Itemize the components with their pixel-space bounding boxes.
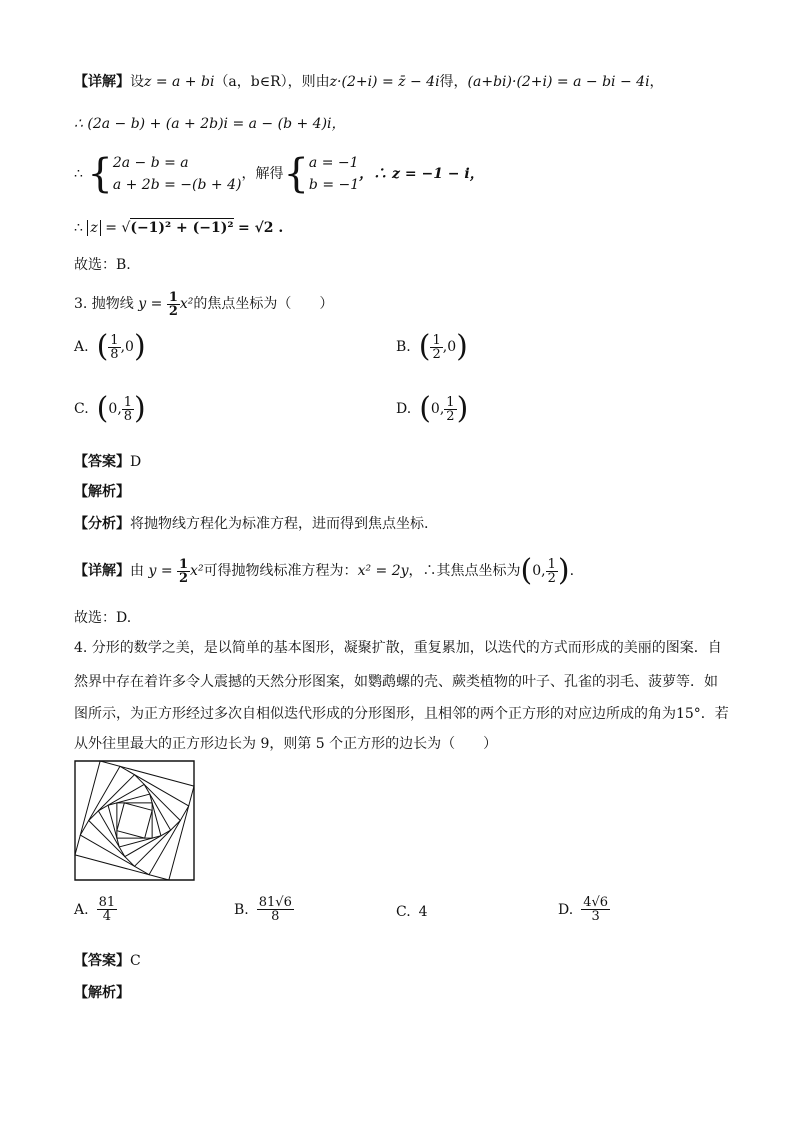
- q2-text: ，解得: [241, 166, 284, 182]
- q4-option-c: C. 4: [396, 904, 428, 920]
- q3-analysis-label: 【解析】: [74, 484, 130, 500]
- therefore-symbol: ∴: [74, 220, 83, 236]
- q4-option-a: A. $\frac{81}{4}$: [74, 895, 116, 924]
- q3-option-d: D. (0, $\frac{1}{2}$ ): [396, 391, 469, 426]
- fractal-squares-figure: [74, 760, 195, 881]
- q2-eq: ∴ (2a − b) + (a + 2b)i = a − (b + 4)i，: [74, 116, 346, 132]
- square-6: [108, 794, 161, 847]
- fenxi-text: 将抛物线方程化为标准方程，进而得到焦点坐标.: [130, 516, 429, 532]
- square-2: [75, 761, 194, 880]
- fraction: $\frac{4√6}{3}$: [583, 895, 609, 924]
- left-brace: {: [87, 151, 113, 197]
- q4-answer: [74, 951, 141, 971]
- q2-result: ，∴ z = −1 − i，: [359, 166, 484, 182]
- fraction: $\frac{81√6}{8}$: [258, 895, 292, 924]
- q2-eq: z = a + bi: [144, 74, 215, 90]
- answer-value: D: [130, 454, 142, 470]
- q3-eq: y =: [138, 296, 163, 312]
- solution-system: [309, 152, 359, 196]
- fraction: $\frac{1}{2}$: [168, 289, 178, 319]
- q4-stem-line2: 然界中存在着许多令人震撼的天然分形图案，如鹦鹉螺的壳、蕨类植物的叶子、孔雀的羽毛、菠萝等．如: [74, 674, 718, 690]
- detail-label: 【详解】: [74, 74, 130, 90]
- square-3: [80, 766, 188, 874]
- q2-modulus-result: = √2 .: [237, 220, 284, 236]
- answer-label: 【答案】: [74, 454, 130, 470]
- fenxi-label: 【分析】: [74, 516, 130, 532]
- fractal-squares: [75, 761, 194, 880]
- answer-value: C: [130, 953, 141, 969]
- q3-eq: x²: [179, 296, 194, 312]
- square-8: [117, 803, 152, 838]
- q3-fenxi: [74, 514, 428, 534]
- answer-label: 【答案】: [74, 953, 130, 969]
- q2-text: ，: [649, 74, 664, 90]
- q2-text: 得，: [439, 74, 468, 90]
- q4-analysis-label: 【解析】: [74, 985, 130, 1001]
- q3-choice: 故选：D.: [74, 610, 132, 626]
- q4-option-b: B. $\frac{81√6}{8}$: [234, 895, 292, 924]
- q4-option-d: D. $\frac{4√6}{3}$: [558, 895, 609, 924]
- equation: 2a − b = a: [112, 155, 189, 171]
- q3-stem-text: 3. 抛物线: [74, 296, 134, 312]
- fraction: $\frac{81}{4}$: [98, 895, 116, 924]
- fraction: $\frac{1}{2}$: [432, 332, 441, 362]
- equals: =: [105, 220, 117, 236]
- fraction: $\frac{1}{2}$: [547, 556, 556, 586]
- fraction: $\frac{1}{8}$: [110, 332, 119, 362]
- q2-text: 设: [130, 74, 144, 90]
- q3-option-b: B. ( $\frac{1}{2}$ ,0): [396, 329, 468, 364]
- q3-detail: 【详解】由 y = $\frac{1}{2}$ x²可得抛物线标准方程为：x² = 2y，∴其焦点坐标为(0, $\frac{1}{2}$ ).: [74, 553, 575, 588]
- q4-stem-line1: 4. 分形的数学之美，是以简单的基本图形，凝聚扩散，重复累加，以迭代的方式而形成的美丽的图案．自: [74, 640, 722, 656]
- square-4: [89, 775, 181, 867]
- square-5: [98, 784, 170, 856]
- q2-choice: 故选：B.: [74, 257, 131, 273]
- square-1: [75, 761, 194, 880]
- equation: a = −1: [308, 155, 359, 171]
- equation: b = −1: [308, 177, 360, 193]
- q2-eq: (a+bi)·(2+i) = a − bi − 4i: [467, 74, 650, 90]
- sqrt-symbol: √: [121, 220, 131, 236]
- q4-stem-line3: 图所示，为正方形经过多次自相似迭代形成的分形图形，且相邻的两个正方形的对应边所成的角为15°．若: [74, 706, 729, 722]
- therefore-symbol: ∴: [74, 166, 83, 182]
- q3-option-a: A. ( $\frac{1}{8}$ ,0): [74, 329, 146, 364]
- q2-detail-line1: [74, 72, 664, 92]
- q3-answer: [74, 452, 141, 472]
- detail-label: 【详解】: [74, 563, 130, 579]
- sqrt-radicand: (−1)² + (−1)²: [130, 220, 234, 236]
- q2-detail-line2: [74, 114, 346, 134]
- fraction: $\frac{1}{2}$: [179, 556, 189, 586]
- fraction: $\frac{1}{2}$: [446, 394, 455, 424]
- left-brace: {: [283, 151, 309, 197]
- modulus: z: [87, 220, 100, 236]
- q3-stem-text: 的焦点坐标为（ ）: [193, 296, 334, 312]
- q3-option-c: C. (0, $\frac{1}{8}$ ): [74, 391, 146, 426]
- equation-system: [113, 152, 242, 196]
- q2-detail-line4: [74, 218, 283, 238]
- fraction: $\frac{1}{8}$: [123, 394, 133, 424]
- q2-eq: z·(2+i) = z̄ − 4i: [329, 74, 440, 90]
- equation: a + 2b = −(b + 4): [112, 177, 242, 193]
- q3-stem: [74, 290, 333, 318]
- square-7: [117, 803, 152, 838]
- q2-text: （a，b∈R），则由: [214, 74, 330, 90]
- q2-detail-line3: [74, 152, 484, 196]
- q4-stem-line4: 从外往里最大的正方形边长为 9，则第 5 个正方形的边长为（ ）: [74, 736, 498, 752]
